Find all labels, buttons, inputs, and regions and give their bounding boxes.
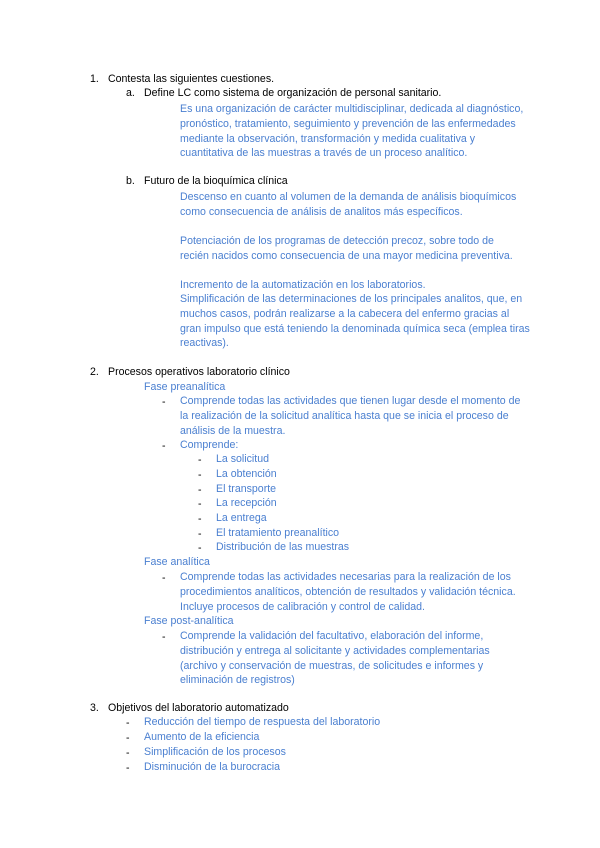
list-item: Distribución de las muestras bbox=[216, 541, 350, 553]
section-1-title: Contesta las siguientes cuestiones. bbox=[108, 73, 275, 85]
list-item: La obtención bbox=[216, 468, 277, 480]
dash-marker: - bbox=[198, 498, 202, 510]
dash-marker: - bbox=[198, 454, 202, 466]
fase-analitica-title: Fase analítica bbox=[144, 556, 210, 568]
answer-a: Es una organización de carácter multidisciplinar, dedicada al diagnóstico, pronóstico, tratamiento, seguimiento y prevención de las enfermedades mediante la observación, transformación y medida cualitativa y cuantitativa de las muestras a través de un proceso analítico. bbox=[180, 103, 524, 160]
section-1-heading bbox=[90, 72, 274, 86]
fase-post-analitica-desc: Comprende la validación del facultativo, elaboración del informe, distribución y entrega al solicitante y actividades complementarias (archivo y conservación de muestras, de solicitudes e informes y eliminación de registros) bbox=[180, 630, 490, 687]
fase-post-analitica-title: Fase post-analítica bbox=[144, 615, 234, 627]
fase-preanalitica-desc: Comprende todas las actividades que tienen lugar desde el momento de la realización de la solicitud analítica hasta que se inicia el proceso de análisis de la muestra. bbox=[180, 395, 521, 437]
list-item: El transporte bbox=[216, 483, 277, 495]
section-3-title: Objetivos del laboratorio automatizado bbox=[108, 702, 289, 714]
dash-marker: - bbox=[162, 440, 166, 452]
question-b-marker: b. bbox=[126, 175, 135, 187]
dash-marker: - bbox=[198, 513, 202, 525]
section-2-heading bbox=[90, 365, 290, 379]
answer-b-4: Simplificación de las determinaciones de los principales analitos, que, en muchos casos, podrán realizarse a la cabecera del enfermo gracias al gran impulso que está teniendo la denominada química seca (emplea tiras reactivas). bbox=[180, 293, 530, 350]
list-item: Simplificación de los procesos bbox=[144, 746, 286, 758]
dash-marker: - bbox=[126, 762, 130, 774]
answer-b-3: Incremento de la automatización en los laboratorios. bbox=[180, 279, 426, 291]
dash-marker: - bbox=[198, 542, 202, 554]
list-item: Aumento de la eficiencia bbox=[144, 731, 260, 743]
list-item: Reducción del tiempo de respuesta del laboratorio bbox=[144, 716, 381, 728]
dash-marker: - bbox=[162, 396, 166, 408]
dash-marker: - bbox=[162, 631, 166, 643]
list-item: Disminución de la burocracia bbox=[144, 761, 281, 773]
question-a-text: Define LC como sistema de organización de personal sanitario. bbox=[144, 87, 442, 99]
dash-marker: - bbox=[162, 572, 166, 584]
dash-marker: - bbox=[198, 469, 202, 481]
fase-preanalitica-title: Fase preanalítica bbox=[144, 381, 226, 393]
answer-b-2: Potenciación de los programas de detección precoz, sobre todo de recién nacidos como consecuencia de una mayor medicina preventiva. bbox=[180, 235, 513, 262]
list-item: La solicitud bbox=[216, 453, 269, 465]
question-b-text: Futuro de la bioquímica clínica bbox=[144, 175, 288, 187]
answer-b-1: Descenso en cuanto al volumen de la demanda de análisis bioquímicos como consecuencia de análisis de analitos más específicos. bbox=[180, 191, 517, 218]
dash-marker: - bbox=[126, 717, 130, 729]
section-3-number: 3. bbox=[90, 702, 99, 714]
list-item: La recepción bbox=[216, 497, 277, 509]
section-2-title: Procesos operativos laboratorio clínico bbox=[108, 366, 290, 378]
question-a-marker: a. bbox=[126, 87, 135, 99]
comprende-label: Comprende: bbox=[180, 439, 239, 451]
section-3-heading bbox=[90, 701, 289, 715]
question-a bbox=[126, 86, 441, 100]
dash-marker: - bbox=[198, 484, 202, 496]
list-item: El tratamiento preanalítico bbox=[216, 527, 340, 539]
list-item: La entrega bbox=[216, 512, 267, 524]
dash-marker: - bbox=[198, 528, 202, 540]
section-2-number: 2. bbox=[90, 366, 99, 378]
dash-marker: - bbox=[126, 747, 130, 759]
fase-analitica-desc: Comprende todas las actividades necesarias para la realización de los procedimientos analíticos, obtención de resultados y validación técnica. Incluye procesos de calibración y control de calidad. bbox=[180, 571, 516, 613]
section-1-number: 1. bbox=[90, 73, 99, 85]
dash-marker: - bbox=[126, 732, 130, 744]
question-b bbox=[126, 174, 288, 188]
